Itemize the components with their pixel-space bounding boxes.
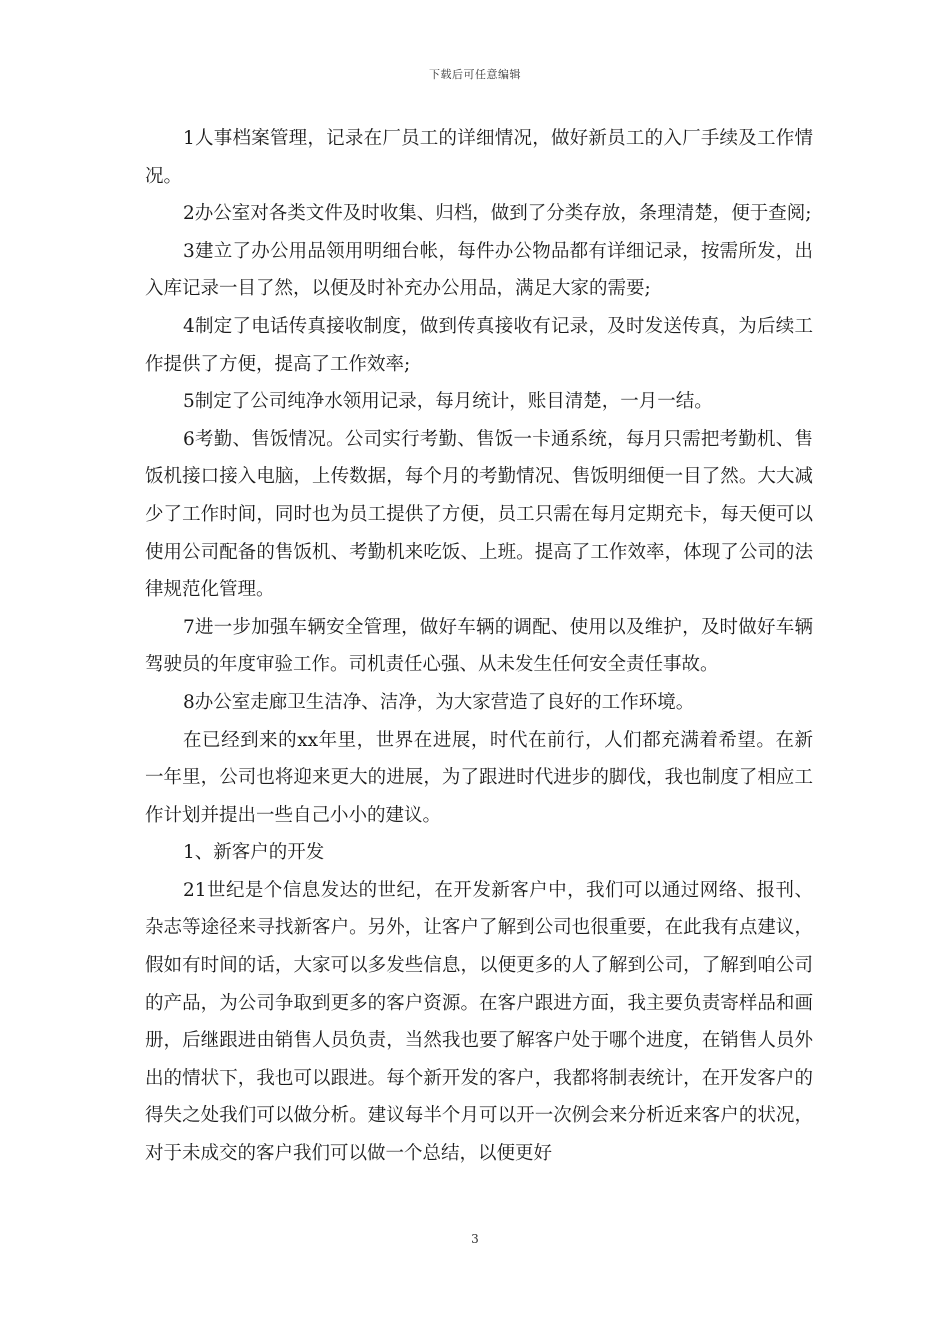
- paragraph-7: 7进一步加强车辆安全管理，做好车辆的调配、使用以及维护，及时做好车辆驾驶员的年度审验工作。司机责任心强、从未发生任何安全责任事故。: [145, 616, 813, 676]
- paragraph-2: 2办公室对各类文件及时收集、归档，做到了分类存放，条理清楚，便于查阅;: [183, 203, 812, 225]
- section-heading-new-clients: 1、新客户的开发: [183, 842, 325, 864]
- paragraph-5: 5制定了公司纯净水领用记录，每月统计，账目清楚，一月一结。: [183, 391, 713, 413]
- page-number: 3: [471, 1232, 479, 1246]
- paragraph-new-year: 在已经到来的xx年里，世界在进展，时代在前行，人们都充满着希望。在新一年里，公司也将迎来更大的进展，为了跟进时代进步的脚伐，我也制度了相应工作计划并提出一些自己小小的建议。: [145, 729, 813, 826]
- paragraph-3: 3建立了办公用品领用明细台帐，每件办公物品都有详细记录，按需所发，出入库记录一目了然，以便及时补充办公用品，满足大家的需要;: [145, 240, 813, 300]
- paragraph-6: 6考勤、售饭情况。公司实行考勤、售饭一卡通系统，每月只需把考勤机、售饭机接口接入电脑，上传数据，每个月的考勤情况、售饭明细便一目了然。大大减少了工作时间，同时也为员工提供了方便，员工只需在每月定期充卡，每天便可以使用公司配备的售饭机、考勤机来吃饭、上班。提高了工作效率，体现了公司的法律规范化管理。: [145, 428, 813, 601]
- paragraph-8: 8办公室走廊卫生洁净、洁净，为大家营造了良好的工作环境。: [183, 691, 695, 713]
- document-body: [145, 120, 813, 1173]
- paragraph-1: 1人事档案管理，记录在厂员工的详细情况，做好新员工的入厂手续及工作情况。: [145, 128, 813, 187]
- paragraph-new-clients: 21世纪是个信息发达的世纪，在开发新客户中，我们可以通过网络、报刊、杂志等途径来寻找新客户。另外，让客户了解到公司也很重要，在此我有点建议，假如有时间的话，大家可以多发些信息，以便更多的人了解到公司，了解到咱公司的产品，为公司争取到更多的客户资源。在客户跟进方面，我主要负责寄样品和画册，后继跟进由销售人员负责，当然我也要了解客户处于哪个进度，在销售人员外出的情状下，我也可以跟进。每个新开发的客户，我都将制表统计，在开发客户的得失之处我们可以做分析。建议每半个月可以开一次例会来分析近来客户的状况，对于未成交的客户我们可以做一个总结，以便更好: [145, 879, 813, 1165]
- page-header: 下载后可任意编辑: [429, 68, 521, 81]
- paragraph-4: 4制定了电话传真接收制度，做到传真接收有记录，及时发送传真，为后续工作提供了方便，提高了工作效率;: [145, 315, 813, 375]
